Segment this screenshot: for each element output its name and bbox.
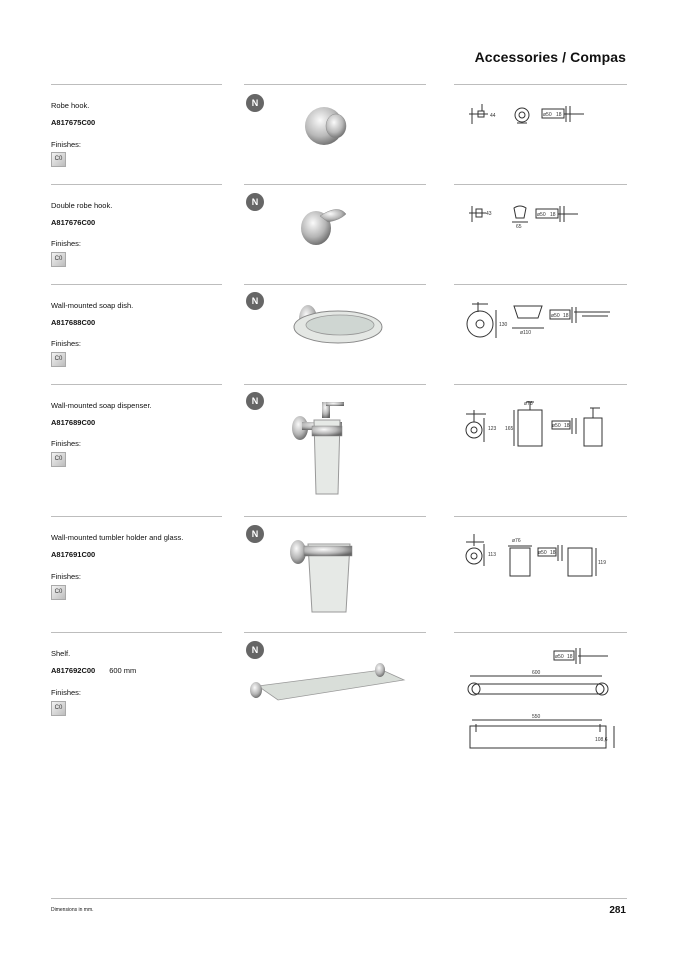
finishes-label: Finishes: bbox=[51, 572, 82, 581]
product-code-value: A817688C00 bbox=[51, 318, 96, 327]
divider bbox=[51, 284, 222, 285]
page-number: 281 bbox=[609, 905, 626, 916]
dimension-label: ø50 bbox=[537, 212, 546, 218]
dimension-label: ø76 bbox=[512, 538, 521, 544]
dimension-label: 65 bbox=[516, 224, 522, 230]
finishes-label: Finishes: bbox=[51, 239, 82, 248]
new-badge: N bbox=[246, 525, 264, 543]
product-photo-double-robe-hook bbox=[270, 196, 410, 251]
dimension-label: ø50 bbox=[538, 550, 547, 556]
finishes-label: Finishes: bbox=[51, 140, 82, 149]
product-description: Double robe hook. bbox=[51, 201, 113, 210]
dimension-label: ø76 bbox=[524, 401, 533, 407]
divider bbox=[454, 184, 627, 185]
finish-swatch: C0 bbox=[51, 585, 66, 600]
product-code bbox=[51, 418, 95, 427]
dimension-label: 123 bbox=[488, 426, 497, 432]
finish-swatch: C0 bbox=[51, 352, 66, 367]
product-description: Wall-mounted tumbler holder and glass. bbox=[51, 533, 184, 542]
dimension-label: ø110 bbox=[520, 330, 532, 336]
product-code-value: A817675C00 bbox=[51, 118, 96, 127]
technical-drawing bbox=[460, 532, 620, 580]
product-photo-robe-hook bbox=[270, 96, 410, 156]
finish-swatch: C0 bbox=[51, 252, 66, 267]
dimension-label: 165 bbox=[505, 426, 514, 432]
product-code bbox=[51, 218, 95, 227]
divider bbox=[454, 84, 627, 85]
dimension-label: 119 bbox=[598, 560, 606, 566]
technical-drawing bbox=[462, 200, 592, 232]
dimension-label: 113 bbox=[488, 552, 496, 558]
product-photo-shelf bbox=[244, 656, 408, 706]
new-badge: N bbox=[246, 392, 264, 410]
new-badge: N bbox=[246, 94, 264, 112]
dimension-label: ø50 bbox=[551, 313, 560, 319]
divider bbox=[244, 632, 426, 633]
dimension-label: 43 bbox=[486, 211, 492, 217]
dimension-label: 130 bbox=[499, 322, 508, 328]
dimension-label: 18 bbox=[567, 654, 573, 660]
new-badge: N bbox=[246, 193, 264, 211]
divider bbox=[51, 384, 222, 385]
divider bbox=[51, 632, 222, 633]
product-code bbox=[51, 118, 95, 127]
divider bbox=[51, 184, 222, 185]
product-code-value: A817689C00 bbox=[51, 418, 96, 427]
divider bbox=[244, 516, 426, 517]
dimension-label: 18 bbox=[564, 423, 570, 429]
technical-drawing bbox=[462, 100, 592, 132]
divider bbox=[244, 384, 426, 385]
product-size: 600 mm bbox=[109, 666, 137, 675]
product-description: Wall-mounted soap dish. bbox=[51, 301, 134, 310]
divider bbox=[244, 84, 426, 85]
dimension-label: 18 bbox=[550, 550, 556, 556]
footer-divider bbox=[51, 898, 627, 899]
technical-drawing bbox=[462, 642, 622, 754]
product-code-value: A817692C00 bbox=[51, 666, 96, 675]
finish-swatch: C0 bbox=[51, 701, 66, 716]
page-title: Accessories / Compas bbox=[474, 49, 626, 65]
new-badge: N bbox=[246, 292, 264, 310]
product-photo-tumbler-holder bbox=[282, 530, 382, 616]
finishes-label: Finishes: bbox=[51, 339, 82, 348]
dimension-label: 550 bbox=[532, 714, 541, 720]
product-code-value: A817691C00 bbox=[51, 550, 96, 559]
divider bbox=[51, 84, 222, 85]
divider bbox=[244, 284, 426, 285]
footer-note: Dimensions in mm. bbox=[51, 907, 94, 913]
product-code bbox=[51, 318, 95, 327]
product-description: Shelf. bbox=[51, 649, 71, 658]
divider bbox=[454, 384, 627, 385]
finish-swatch: C0 bbox=[51, 452, 66, 467]
product-description: Wall-mounted soap dispenser. bbox=[51, 401, 152, 410]
divider bbox=[454, 632, 627, 633]
divider bbox=[454, 284, 627, 285]
technical-drawing bbox=[460, 396, 620, 452]
product-code-value: A817676C00 bbox=[51, 218, 96, 227]
technical-drawing bbox=[462, 298, 622, 346]
dimension-label: 18 bbox=[556, 112, 562, 118]
new-badge: N bbox=[246, 641, 264, 659]
finishes-label: Finishes: bbox=[51, 439, 82, 448]
finishes-label: Finishes: bbox=[51, 688, 82, 697]
product-description: Robe hook. bbox=[51, 101, 90, 110]
dimension-label: 18 bbox=[563, 313, 569, 319]
divider bbox=[51, 516, 222, 517]
dimension-label: ø50 bbox=[543, 112, 552, 118]
dimension-label: 108,6 bbox=[595, 737, 608, 743]
dimension-label: ø50 bbox=[552, 423, 561, 429]
product-code bbox=[51, 550, 95, 559]
product-photo-soap-dish bbox=[270, 293, 410, 355]
dimension-label: 600 bbox=[532, 670, 541, 676]
product-photo-soap-dispenser bbox=[282, 398, 382, 502]
dimension-label: ø50 bbox=[555, 654, 564, 660]
product-code bbox=[51, 666, 136, 675]
finish-swatch: C0 bbox=[51, 152, 66, 167]
divider bbox=[244, 184, 426, 185]
dimension-label: 44 bbox=[490, 113, 496, 119]
divider bbox=[454, 516, 627, 517]
dimension-label: 18 bbox=[550, 212, 556, 218]
